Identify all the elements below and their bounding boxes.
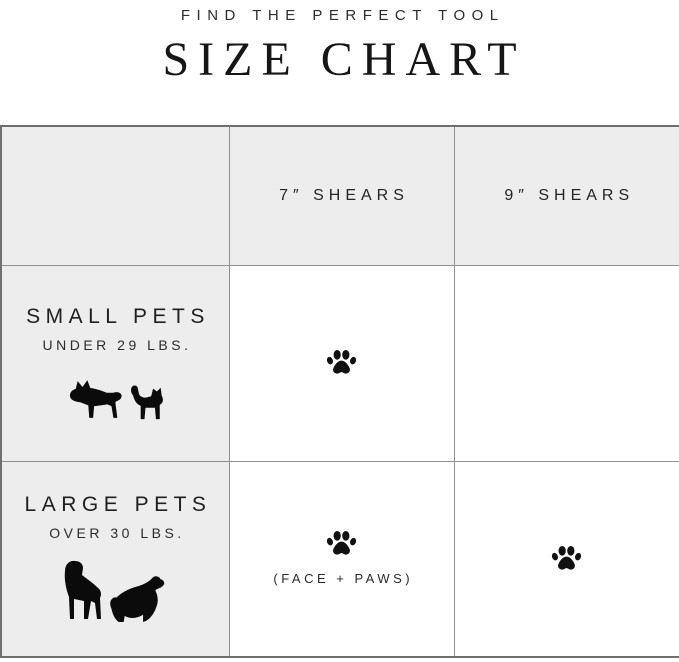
small-pets-title: SMALL PETS xyxy=(26,304,210,328)
labrador-icon xyxy=(58,555,106,625)
face-paws-note: (FACE + PAWS) xyxy=(273,571,414,587)
column-header-9-shears: 9″ SHEARS xyxy=(454,126,679,265)
row-header-small-pets xyxy=(1,265,229,461)
eyebrow-text: FIND THE PERFECT TOOL xyxy=(180,7,505,24)
paw-icon xyxy=(551,546,582,572)
cell-small-7-shears xyxy=(229,265,454,461)
row-header-large-pets xyxy=(1,461,229,657)
paw-icon xyxy=(326,531,357,557)
small-pets-row xyxy=(1,265,679,461)
paw-wrap xyxy=(230,531,454,586)
paw-wrap xyxy=(455,546,679,572)
header-row xyxy=(1,126,679,265)
paw-icon xyxy=(326,350,357,376)
spaniel-icon xyxy=(108,574,172,625)
column-header-7-shears: 7″ SHEARS xyxy=(229,126,454,265)
cell-small-9-shears xyxy=(454,265,679,461)
small-pets-icons xyxy=(2,379,229,422)
cell-large-7-shears xyxy=(229,461,454,657)
large-pets-title: LARGE PETS xyxy=(24,492,212,516)
paw-wrap xyxy=(230,350,454,376)
corner-cell xyxy=(1,126,229,265)
size-chart-table xyxy=(0,125,679,658)
large-pets-row xyxy=(1,461,679,657)
chart-header xyxy=(0,0,679,125)
chihuahua-icon xyxy=(68,379,126,422)
large-pets-icons xyxy=(2,555,229,625)
small-pets-subtitle: UNDER 29 LBS. xyxy=(42,336,192,353)
page-title: SIZE CHART xyxy=(162,33,526,86)
cat-icon xyxy=(126,382,163,422)
cell-large-9-shears xyxy=(454,461,679,657)
large-pets-subtitle: OVER 30 LBS. xyxy=(49,524,185,541)
